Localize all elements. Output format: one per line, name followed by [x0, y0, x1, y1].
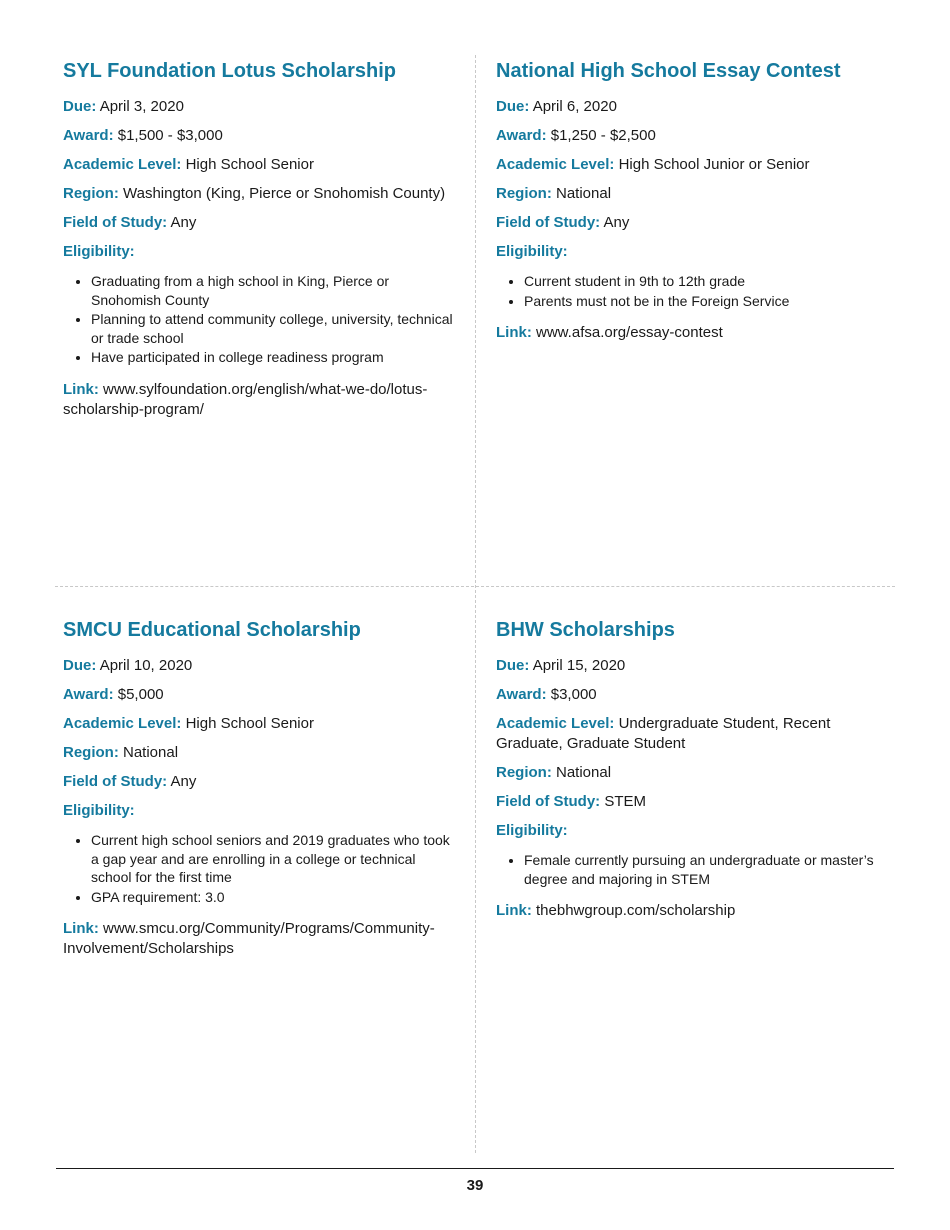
academic-level-field — [63, 155, 458, 175]
field-of-study-field — [63, 772, 458, 792]
scholarship-card — [63, 617, 458, 968]
eligibility-label: Eligibility: — [496, 822, 568, 839]
academic-level-value: High School Junior or Senior — [618, 156, 810, 173]
region-value: Washington (King, Pierce or Snohomish County) — [123, 185, 446, 202]
link-field — [63, 919, 458, 959]
due-label: Due: — [496, 657, 530, 674]
field-of-study-label: Field of Study: — [496, 214, 601, 231]
due-field — [496, 97, 891, 117]
region-value: National — [556, 764, 612, 781]
field-of-study-field — [496, 792, 891, 812]
award-value: $1,500 - $3,000 — [117, 127, 223, 144]
due-value: April 3, 2020 — [99, 98, 184, 115]
scholarship-title: SMCU Educational Scholarship — [63, 619, 361, 641]
field-of-study-value: Any — [170, 773, 197, 790]
eligibility-item: • Current high school seniors and 2019 graduates who took a gap year and are enrolling in a college or technical school for the first time — [91, 831, 458, 887]
eligibility-label: Eligibility: — [63, 802, 135, 819]
link-field — [63, 380, 458, 420]
eligibility-item: • Parents must not be in the Foreign Service — [524, 292, 891, 311]
due-value: April 10, 2020 — [99, 657, 193, 674]
academic-level-label: Academic Level: — [496, 156, 615, 173]
due-label: Due: — [63, 98, 97, 115]
region-field — [496, 184, 891, 204]
award-label: Award: — [63, 127, 114, 144]
link-value[interactable]: www.smcu.org/Community/Programs/Community-Involvement/Scholarships — [63, 920, 435, 957]
eligibility-item: • GPA requirement: 3.0 — [91, 888, 458, 907]
academic-level-value: High School Senior — [185, 156, 314, 173]
academic-level-field — [63, 714, 458, 734]
award-field — [496, 126, 891, 146]
eligibility-item: • Current student in 9th to 12th grade — [524, 272, 891, 291]
field-of-study-label: Field of Study: — [63, 773, 168, 790]
eligibility-list — [496, 272, 891, 310]
academic-level-field — [496, 714, 891, 754]
link-label: Link: — [496, 324, 532, 341]
scholarship-title: National High School Essay Contest — [496, 60, 841, 82]
region-value: National — [123, 744, 179, 761]
region-field — [63, 743, 458, 763]
link-label: Link: — [63, 380, 99, 398]
academic-level-label: Academic Level: — [496, 715, 615, 732]
link-field — [496, 323, 891, 343]
due-label: Due: — [496, 98, 530, 115]
region-label: Region: — [63, 185, 119, 202]
academic-level-value: High School Senior — [185, 715, 314, 732]
scholarship-title: BHW Scholarships — [496, 619, 675, 641]
scholarship-card — [496, 617, 891, 930]
region-field — [63, 184, 458, 204]
vertical-divider — [475, 55, 476, 1153]
field-of-study-label: Field of Study: — [496, 793, 601, 810]
link-label: Link: — [63, 920, 99, 937]
page-number: 39 — [466, 1177, 484, 1194]
eligibility-item: • Female currently pursuing an undergraduate or master’s degree and majoring in STEM — [524, 851, 891, 888]
award-value: $3,000 — [550, 686, 597, 703]
eligibility-list — [63, 831, 458, 906]
award-field — [63, 126, 458, 146]
due-field — [63, 97, 458, 117]
field-of-study-field — [63, 213, 458, 233]
academic-level-value: Undergraduate Student, Recent Graduate, Graduate Student — [496, 715, 831, 752]
footer-rule — [56, 1168, 894, 1169]
academic-level-label: Academic Level: — [63, 156, 182, 173]
award-label: Award: — [496, 127, 547, 144]
link-value[interactable]: www.sylfoundation.org/english/what-we-do/lotus-scholarship-program/ — [63, 380, 428, 418]
field-of-study-field — [496, 213, 891, 233]
eligibility-item: • Planning to attend community college, university, technical or trade school — [91, 310, 458, 347]
eligibility-label: Eligibility: — [63, 243, 135, 260]
horizontal-divider — [55, 586, 895, 587]
eligibility-item: • Have participated in college readiness program — [91, 348, 458, 367]
field-of-study-value: Any — [603, 214, 630, 231]
award-value: $5,000 — [117, 686, 164, 703]
award-field — [63, 685, 458, 705]
award-value: $1,250 - $2,500 — [550, 127, 656, 144]
academic-level-field — [496, 155, 891, 175]
field-of-study-value: Any — [170, 214, 197, 231]
eligibility-list — [63, 272, 458, 367]
scholarship-title: SYL Foundation Lotus Scholarship — [63, 60, 396, 82]
link-value[interactable]: www.afsa.org/essay-contest — [536, 324, 723, 341]
field-of-study-value: STEM — [604, 793, 647, 810]
region-label: Region: — [496, 185, 552, 202]
link-value[interactable]: thebhwgroup.com/scholarship — [536, 902, 736, 919]
award-label: Award: — [496, 686, 547, 703]
link-label: Link: — [496, 902, 532, 919]
due-field — [63, 656, 458, 676]
eligibility-list — [496, 851, 891, 888]
eligibility-label: Eligibility: — [496, 243, 568, 260]
due-label: Due: — [63, 657, 97, 674]
scholarship-card — [496, 58, 891, 352]
region-label: Region: — [63, 744, 119, 761]
region-value: National — [556, 185, 612, 202]
due-field — [496, 656, 891, 676]
link-field — [496, 901, 891, 921]
field-of-study-label: Field of Study: — [63, 214, 168, 231]
award-field — [496, 685, 891, 705]
eligibility-item: • Graduating from a high school in King, Pierce or Snohomish County — [91, 272, 458, 309]
region-field — [496, 763, 891, 783]
due-value: April 15, 2020 — [532, 657, 626, 674]
award-label: Award: — [63, 686, 114, 703]
academic-level-label: Academic Level: — [63, 715, 182, 732]
due-value: April 6, 2020 — [532, 98, 617, 115]
region-label: Region: — [496, 764, 552, 781]
scholarship-card — [63, 58, 458, 429]
